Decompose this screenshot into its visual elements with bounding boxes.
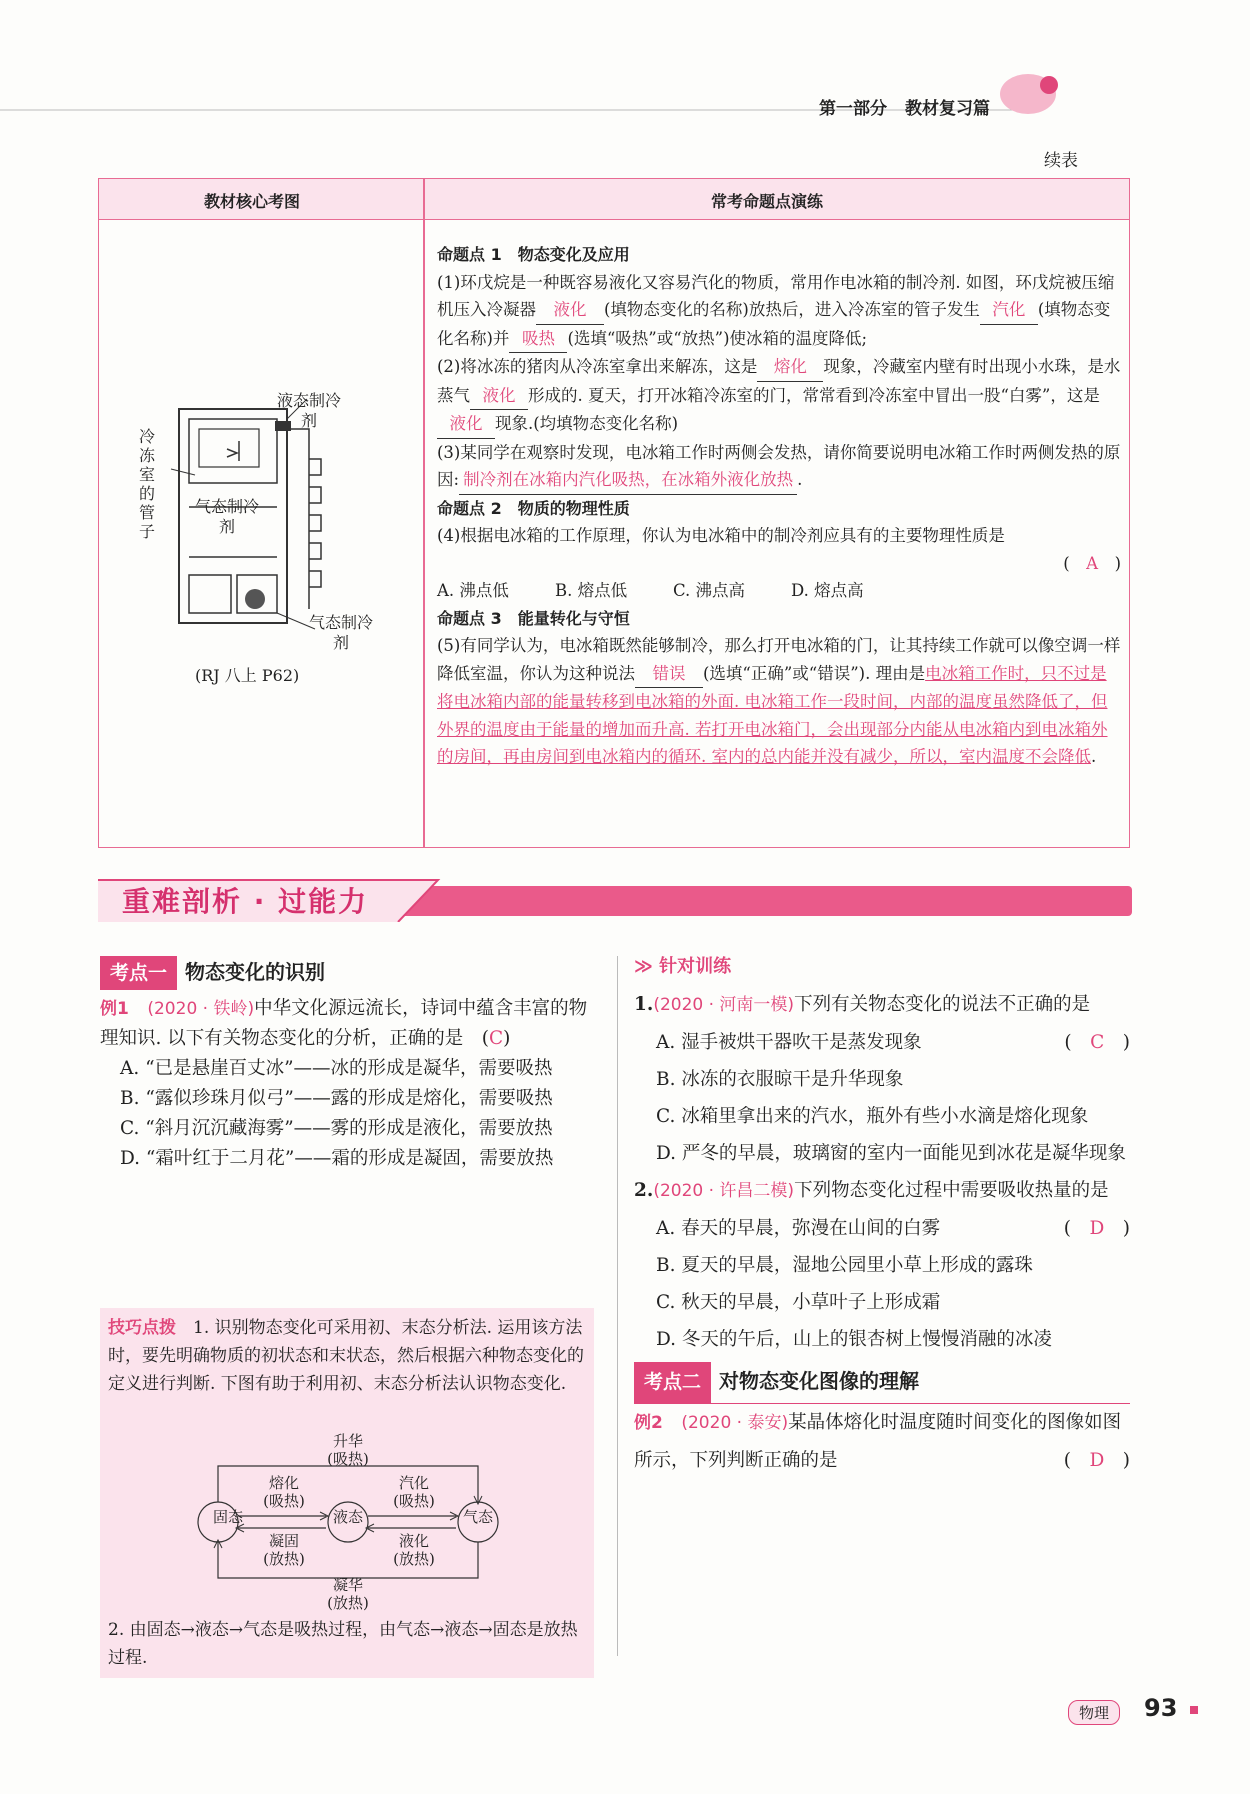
training-q2-option-a: A. 春天的早晨，弥漫在山间的白雾 <box>656 1218 941 1239</box>
proposition-3-title: 命题点 3 能量转化与守恒 <box>437 608 630 628</box>
section-title: 重难剖析 · 过能力 <box>122 885 369 918</box>
table-header-right: 常考命题点演练 <box>711 192 824 211</box>
question-4: (4)根据电冰箱的工作原理，你认为电冰箱中的制冷剂应具有的主要物理性质是 <box>437 526 1005 545</box>
option-b: B. 熔点低 <box>555 581 628 600</box>
proposition-1-title: 命题点 1 物态变化及应用 <box>437 245 630 264</box>
label-melting: 熔化 (吸热) <box>263 1474 305 1510</box>
label-freezer-pipe: 冷冻室的管子 <box>139 427 156 541</box>
page-number-marker <box>1190 1706 1198 1714</box>
answer-2-3: 液化 <box>437 410 495 439</box>
label-gas-refrigerant-outer: 气态制冷剂 <box>309 613 374 652</box>
table-header-row <box>99 179 1129 220</box>
header-rule <box>0 88 1250 116</box>
example-1-stem: 例1 (2020 · 铁岭)中华文化源远流长，诗词中蕴含丰富的物理知识. 以下有关物态变化的分析，正确的是 (C) <box>100 998 588 1049</box>
answer-2-1: 熔化 <box>757 353 823 382</box>
answer-5-2: 电冰箱工作时，只不过是将电冰箱内部的能量转移到电冰箱的外面. 电冰箱工作一段时间，内部的温度虽然降低了，但外界的温度由于能量的增加而升高. 若打开电冰箱门，会出现部分内能从电冰箱内到电冰箱外的房间，再由房间到电冰箱内的循环. 室内的总内能并没有减少，所以，室内温度不会降低 <box>437 663 1108 766</box>
example-1-option-c: C. “斜月沉沉藏海雾”——雾的形成是液化，需要放热 <box>120 1118 553 1139</box>
training-q2-option-b: B. 夏天的早晨，湿地公园里小草上形成的露珠 <box>656 1255 1033 1276</box>
answer-3: 制冷剂在冰箱内汽化吸热，在冰箱外液化放热 <box>459 466 797 495</box>
training-q1-stem: 1.(2020 · 河南一模)下列有关物态变化的说法不正确的是 ( C ) <box>634 994 1130 1053</box>
answer-4-bracket: ( A ) <box>1063 553 1121 573</box>
answer-1-3: 吸热 <box>509 325 567 354</box>
question-1: (1)环戊烷是一种既容易液化又容易汽化的物质，常用作电冰箱的制冷剂. 如图，环戊烷被压缩机压入冷凝器 液化 (填物态变化的名称)放热后，进入冷冻室的管子发生 汽化 (填物态变化名称)并 吸热 (选填“吸热”或“放热”)使冰箱的温度降低; <box>437 269 1121 354</box>
training-q1-option-c: C. 冰箱里拿出来的汽水，瓶外有些小水滴是熔化现象 <box>656 1106 1089 1127</box>
question-4-options <box>437 577 1121 605</box>
key-point-1-title: 物态变化的识别 <box>185 960 326 984</box>
example-1-option-d: D. “霜叶红于二月花”——霜的形成是凝固，需要放热 <box>120 1148 554 1169</box>
option-a: A. 沸点低 <box>437 581 509 600</box>
tip-label: 技巧点拨 <box>108 1318 176 1338</box>
question-3: (3)某同学在观察时发现，电冰箱工作时两侧会发热，请你简要说明电冰箱工作时两侧发热的原因: 制冷剂在冰箱内汽化吸热，在冰箱外液化放热 . <box>437 439 1121 495</box>
answer-2-2: 液化 <box>470 382 528 411</box>
answer-1-2: 汽化 <box>980 296 1038 325</box>
page-number: 93 <box>1144 1694 1178 1722</box>
figure-caption: (RJ 八上 P62) <box>195 666 300 685</box>
training-q2-option-d: D. 冬天的午后，山上的银杏树上慢慢消融的冰凌 <box>656 1329 1052 1350</box>
key-point-1 <box>100 956 600 990</box>
left-column <box>100 956 600 1174</box>
right-column <box>634 954 1130 1479</box>
example-2-answer: D <box>1089 1450 1105 1471</box>
question-5: (5)有同学认为，电冰箱既然能够制冷，那么打开电冰箱的门，让其持续工作就可以像空调一样降低室温，你认为这种说法 错误 (选填“正确”或“错误”). 理由是电冰箱工作时，只不过是将电冰箱内部的能量转移到电冰箱的外面. 电冰箱工作一段时间，内部的温度虽然降低了，但外界的温度由于能量的增加而升高. 若打开电冰箱门，会出现部分内能从电冰箱内到电冰箱外的房间，再由房间到电冰箱内的循环. 室内的总内能并没有减少，所以，室内温度不会降低. <box>437 636 1121 766</box>
key-point-2-tag: 考点二 <box>634 1362 711 1403</box>
header-section: 教材复习篇 <box>905 99 990 119</box>
example-1-option-a: A. “已是悬崖百丈冰”——冰的形成是凝华，需要吸热 <box>120 1058 553 1079</box>
answer-5-1: 错误 <box>635 660 703 689</box>
label-liquid-refrigerant: 液态制冷剂 <box>276 391 341 430</box>
node-gas: 气态 <box>462 1508 493 1526</box>
column-divider-vertical <box>617 956 618 1656</box>
label-vaporization: 汽化 (吸热) <box>393 1474 435 1510</box>
question-2: (2)将冰冻的猪肉从冷冻室拿出来解冻，这是 熔化 现象，冷藏室内壁有时出现小水珠，是水蒸气 液化 形成的. 夏天，打开冰箱冷冻室的门，常常看到冷冻室中冒出一股“白雾”，这是液化 现象.(均填物态变化名称) <box>437 353 1121 439</box>
label-liquefaction: 液化 (放热) <box>393 1532 435 1568</box>
label-sublimation: 升华 (吸热) <box>327 1432 369 1468</box>
label-deposition: 凝华 (放热) <box>327 1576 369 1612</box>
table-header-left: 教材核心考图 <box>204 192 301 211</box>
training-q1-answer: C <box>1090 1032 1105 1053</box>
key-point-2-title: 对物态变化图像的理解 <box>719 1369 920 1393</box>
continued-label: 续表 <box>1044 151 1078 171</box>
training-q1-option-d: D. 严冬的早晨，玻璃窗的室内一面能见到冰花是凝华现象 <box>656 1143 1126 1164</box>
training-q2-stem: 2.(2020 · 许昌二模)下列物态变化过程中需要吸收热量的是 ( D ) <box>634 1180 1130 1239</box>
example-2-stem: 例2 (2020 · 泰安)某晶体熔化时温度随时间变化的图像如图所示，下列判断正确的是 ( D ) <box>634 1412 1130 1471</box>
option-d: D. 熔点高 <box>791 581 864 600</box>
answer-4: A <box>1086 553 1099 573</box>
example-1-option-b: B. “露似珍珠月似弓”——露的形成是熔化，需要吸热 <box>120 1088 553 1109</box>
subject-badge: 物理 <box>1068 1700 1120 1725</box>
training-title: ≫ 针对训练 <box>634 956 732 977</box>
training-q2-option-c: C. 秋天的早晨，小草叶子上形成霜 <box>656 1292 941 1313</box>
training-q2-answer: D <box>1089 1218 1105 1239</box>
label-gas-refrigerant-inner: 气态制冷剂 <box>195 497 260 536</box>
training-q1-option-a: A. 湿手被烘干器吹干是蒸发现象 <box>656 1032 922 1053</box>
header-decoration-dot <box>1040 76 1058 94</box>
tip-text-1: 1. 识别物态变化可采用初、末态分析法. 运用该方法时，要先明确物质的初状态和末状态，然后根据六种物态变化的定义进行判断. 下图有助于利用初、末态分析法认识物态变化. <box>108 1318 584 1394</box>
node-liquid: 液态 <box>332 1508 363 1526</box>
tip-content <box>108 1314 590 1398</box>
option-c: C. 沸点高 <box>673 581 746 600</box>
answer-1-1: 液化 <box>536 296 604 325</box>
example-1-answer: C <box>488 1028 504 1049</box>
key-point-1-tag: 考点一 <box>100 956 177 990</box>
node-solid: 固态 <box>212 1508 243 1526</box>
tip-text-2: 2. 由固态→液态→气态是吸热过程，由气态→液态→固态是放热过程. <box>108 1620 578 1668</box>
running-header <box>801 94 990 119</box>
core-table <box>98 178 1130 848</box>
refrigerator-diagram <box>127 379 417 659</box>
key-point-2 <box>634 1362 1130 1404</box>
proposition-2-title: 命题点 2 物质的物理性质 <box>437 498 630 518</box>
training-q1-option-b: B. 冰冻的衣服晾干是升华现象 <box>656 1069 904 1090</box>
column-divider <box>423 179 425 847</box>
exercise-column <box>437 241 1121 771</box>
header-part: 第一部分 <box>819 99 887 119</box>
label-freezing: 凝固 (放热) <box>263 1532 305 1568</box>
